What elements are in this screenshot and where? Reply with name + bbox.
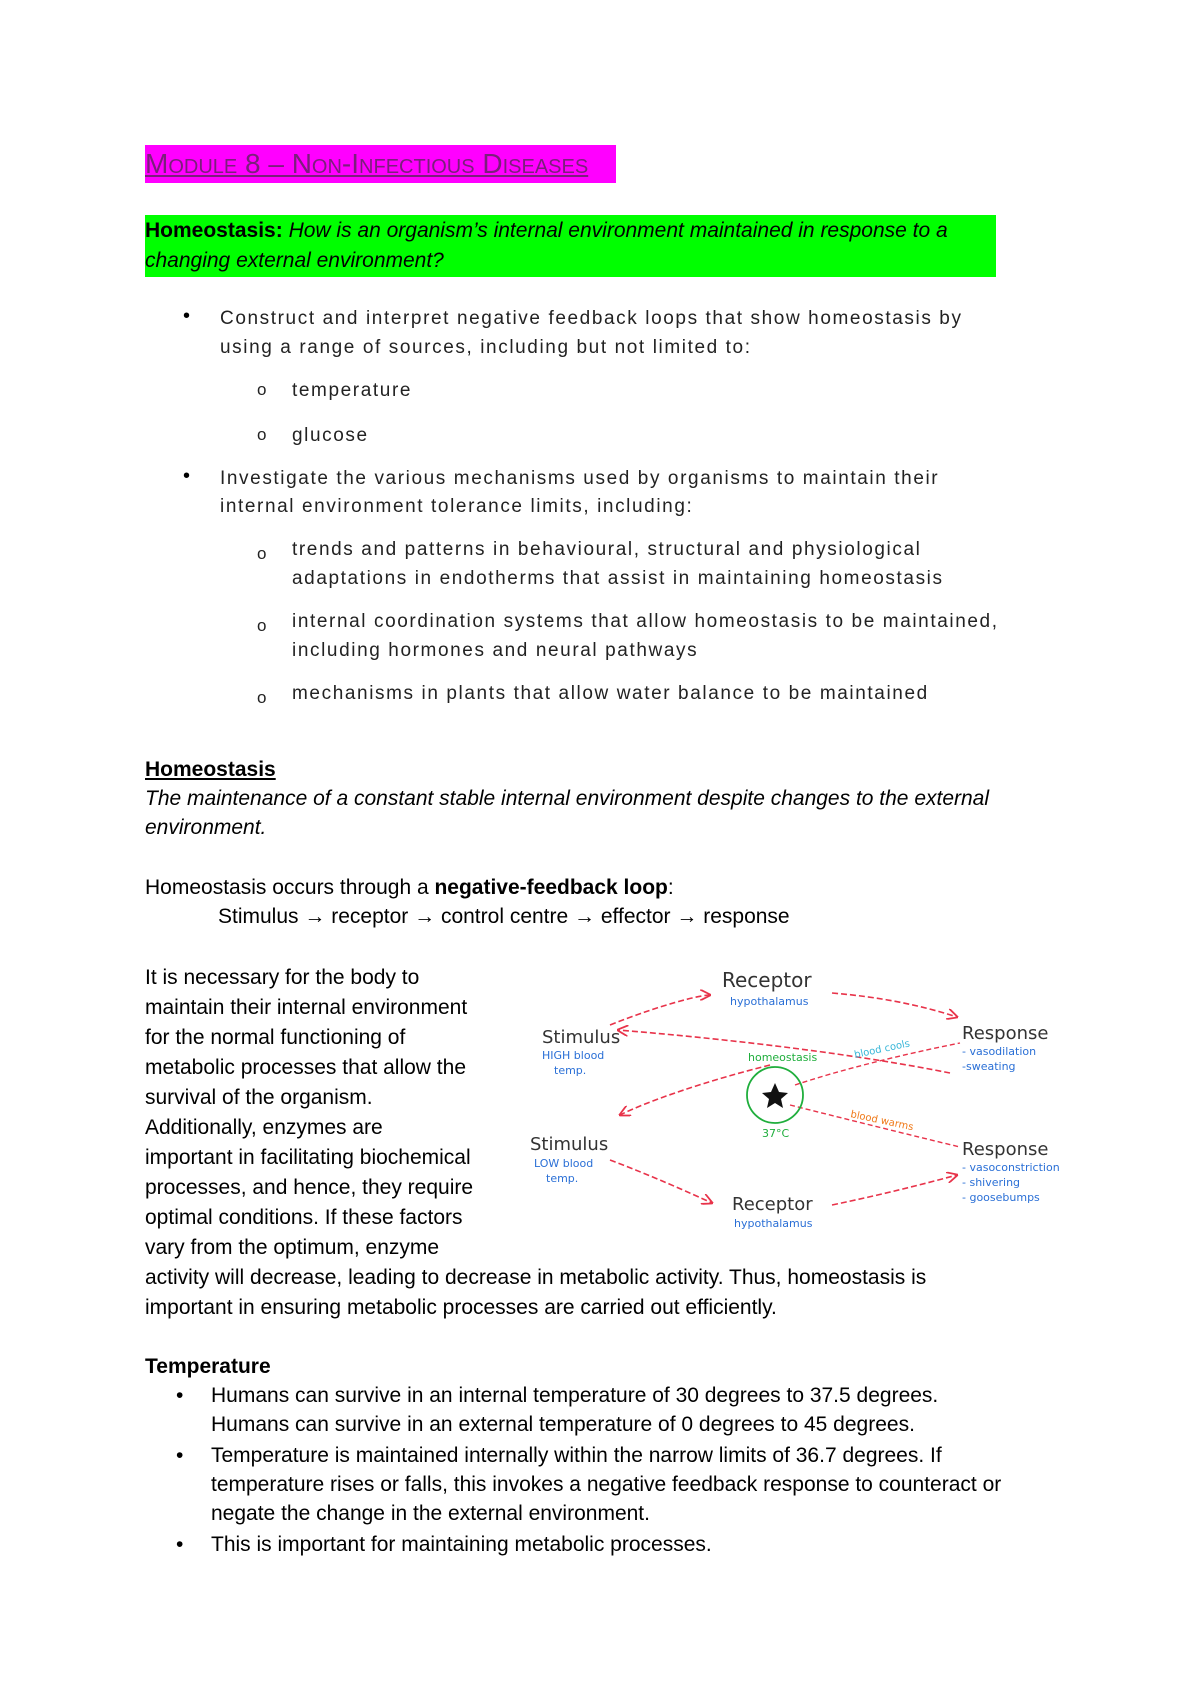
para-line: survival of the organism.	[145, 1086, 373, 1109]
stimulus-bottom-label: Stimulus	[530, 1134, 609, 1155]
response-top-item: -sweating	[962, 1060, 1016, 1073]
stimulus-bottom-sub1: LOW blood	[534, 1157, 594, 1170]
feedback-arrows	[610, 993, 957, 1205]
syllabus-sub-plants: mechanisms in plants that allow water balance to be maintained	[292, 683, 929, 704]
feedback-loop-steps	[218, 902, 790, 932]
loop-intro	[145, 873, 674, 903]
response-bottom-item: - goosebumps	[962, 1191, 1040, 1204]
loop-step: response	[703, 905, 790, 928]
inquiry-label: Homeostasis:	[145, 219, 283, 242]
bullet: •	[176, 1384, 184, 1407]
blood-warms-label: blood warms	[849, 1109, 915, 1134]
loop-intro-colon: :	[667, 876, 674, 899]
homeostasis-diagram	[520, 955, 1080, 1255]
inquiry-question	[145, 215, 996, 277]
arrow-stimulus-to-receptor-bottom	[610, 1160, 712, 1203]
receptor-top-sub: hypothalamus	[730, 995, 809, 1008]
syllabus-sub-adaptations-line2: adaptations in endotherms that assist in maintaining homeostasis	[292, 568, 944, 589]
centre-temp: 37°C	[762, 1127, 790, 1140]
loop-step: Stimulus	[218, 905, 299, 928]
blood-cools-label: blood cools	[853, 1038, 912, 1061]
stimulus-top-sub2: temp.	[554, 1064, 587, 1077]
temperature-item1-line1: Humans can survive in an internal temperature of 30 degrees to 37.5 degrees.	[211, 1384, 939, 1407]
stimulus-bottom-sub2: temp.	[546, 1172, 579, 1185]
loop-step: receptor	[331, 905, 409, 928]
response-top-item: - vasodilation	[962, 1045, 1037, 1058]
loop-step: control centre	[440, 905, 569, 928]
syllabus-point1-line1: Construct and interpret negative feedback loops that show homeostasis by	[220, 308, 963, 329]
para-line: optimal conditions. If these factors	[145, 1206, 463, 1229]
temperature-item2-line3: negate the change in the external environment.	[211, 1502, 650, 1525]
arrow-receptor-to-response-bottom	[832, 1175, 957, 1205]
sub-bullet: o	[257, 425, 267, 444]
response-bottom-item: - shivering	[962, 1176, 1021, 1189]
stimulus-top-label: Stimulus	[542, 1027, 621, 1048]
syllabus-point2-line1: Investigate the various mechanisms used by organisms to maintain their	[220, 468, 940, 489]
inquiry-question-line2: changing external environment?	[145, 249, 444, 272]
para-line: important in facilitating biochemical	[145, 1146, 471, 1169]
response-bottom-item: - vasoconstriction	[962, 1161, 1060, 1174]
bullet: •	[176, 1533, 184, 1556]
temperature-item2-line1: Temperature is maintained internally within the narrow limits of 36.7 degrees. If	[211, 1444, 942, 1467]
para-line: important in ensuring metabolic processes are carried out efficiently.	[145, 1296, 777, 1319]
syllabus-point1-line2: using a range of sources, including but not limited to:	[220, 337, 752, 358]
syllabus-sub-coordination-line1: internal coordination systems that allow homeostasis to be maintained,	[292, 611, 999, 632]
line-centre-response-bottom	[790, 1105, 960, 1147]
arrow-icon: →	[574, 905, 596, 928]
inquiry-question-line1: How is an organism’s internal environment maintained in response to a	[288, 219, 948, 242]
response-top-label: Response	[962, 1023, 1049, 1044]
para-line: activity will decrease, leading to decrease in metabolic activity. Thus, homeostasis is	[145, 1266, 927, 1289]
arrow-icon: →	[304, 905, 326, 928]
bullet: •	[176, 1444, 184, 1467]
stimulus-top-sub1: HIGH blood	[542, 1049, 605, 1062]
definition-line1: The maintenance of a constant stable internal environment despite changes to the external	[145, 787, 990, 810]
syllabus-sub-coordination-line2: including hormones and neural pathways	[292, 640, 699, 661]
definition-line2: environment.	[145, 816, 267, 839]
temperature-heading: Temperature	[145, 1355, 271, 1378]
para-line: Additionally, enzymes are	[145, 1116, 383, 1139]
para-line: processes, and hence, they require	[145, 1176, 474, 1199]
loop-step: effector	[600, 905, 671, 928]
receptor-bottom-sub: hypothalamus	[734, 1217, 813, 1230]
arrow-icon: →	[676, 905, 698, 928]
arrow-stimulus-to-receptor-top	[610, 995, 710, 1025]
sub-bullet: o	[257, 616, 267, 635]
arrow-icon: →	[414, 905, 436, 928]
temperature-item2-line2: temperature rises or falls, this invokes a negative feedback response to counteract or	[211, 1473, 1002, 1496]
receptor-bottom-label: Receptor	[732, 1194, 813, 1215]
syllabus-sub-temperature: temperature	[292, 380, 413, 401]
centre-label: homeostasis	[748, 1051, 818, 1064]
para-line: It is necessary for the body to	[145, 966, 420, 989]
para-line: metabolic processes that allow the	[145, 1056, 466, 1079]
receptor-top-label: Receptor	[722, 968, 812, 992]
arrow-receptor-to-response-top	[832, 993, 957, 1017]
module-title: Module 8 – Non-Infectious Diseases	[145, 145, 616, 183]
homeostasis-heading: Homeostasis	[145, 758, 276, 781]
loop-intro-text: Homeostasis occurs through a	[145, 876, 435, 899]
response-bottom-label: Response	[962, 1139, 1049, 1160]
sub-bullet: o	[257, 544, 267, 563]
syllabus-sub-adaptations-line1: trends and patterns in behavioural, structural and physiological	[292, 539, 922, 560]
bullet: •	[183, 465, 191, 487]
syllabus-point2-line2: internal environment tolerance limits, including:	[220, 496, 694, 517]
bullet: •	[183, 305, 191, 327]
star-icon	[762, 1083, 788, 1108]
temperature-item3-line1: This is important for maintaining metabolic processes.	[211, 1533, 712, 1556]
syllabus-sub-glucose: glucose	[292, 425, 369, 446]
temperature-item1-line2: Humans can survive in an external temperature of 0 degrees to 45 degrees.	[211, 1413, 915, 1436]
sub-bullet: o	[257, 688, 267, 707]
para-line: for the normal functioning of	[145, 1026, 406, 1049]
loop-intro-bold: negative-feedback loop	[434, 876, 668, 899]
para-line: maintain their internal environment	[145, 996, 468, 1019]
para-line: vary from the optimum, enzyme	[145, 1236, 440, 1259]
sub-bullet: o	[257, 380, 267, 399]
